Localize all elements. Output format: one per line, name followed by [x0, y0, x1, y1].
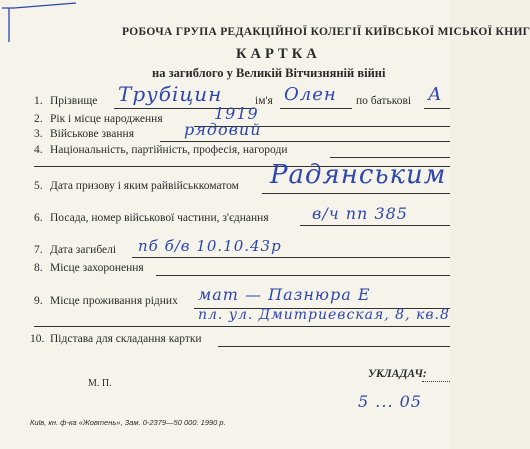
organization-header: РОБОЧА ГРУПА РЕДАКЦІЙНОЇ КОЛЕГІЇ КИЇВСЬКОЇ МІСЬКОЇ КНИГ [122, 26, 530, 38]
compilation-date: 5 ... 05 [358, 392, 422, 411]
field-2-label: Рік і місце народження [50, 113, 163, 125]
field-10-underline [218, 346, 450, 347]
field-3-underline [160, 141, 450, 142]
field-6-underline [300, 225, 450, 226]
field-1-number: 1. [34, 95, 43, 107]
field-7-underline [132, 257, 450, 258]
field-2-number: 2. [34, 113, 43, 125]
field-10-number: 10. [30, 333, 45, 345]
field-1-name-underline [280, 108, 352, 109]
card-subtitle: на загиблого у Великій Вітчизняній війні [152, 66, 386, 80]
field-8-number: 8. [34, 262, 43, 274]
field-1-label: Прізвище [50, 95, 98, 107]
field-7-value: пб б/в 10.10.43р [138, 237, 282, 255]
field-4-label: Національність, партійність, професія, нагороди [50, 144, 288, 156]
field-7-label: Дата загибелі [50, 244, 117, 256]
field-1-surname-value: Трубіцин [118, 82, 223, 106]
field-5-number: 5. [34, 180, 43, 192]
stamp-label: М. П. [88, 378, 112, 389]
field-6-value: в/ч пп 385 [312, 204, 408, 223]
field-5-label: Дата призову і яким райвійськкоматом [50, 180, 239, 192]
field-4-underline [330, 157, 450, 158]
field-10-label: Підстава для складання картки [50, 333, 202, 345]
field-9-label: Місце проживання рідних [50, 295, 178, 307]
field-3-label: Військове звання [50, 128, 134, 140]
field-1-patronymic-underline [424, 108, 450, 109]
field-9-number: 9. [34, 295, 43, 307]
field-6-label: Посада, номер військової частини, з'єднання [50, 212, 269, 224]
field-7-number: 7. [34, 244, 43, 256]
field-8-label: Місце захоронення [50, 262, 144, 274]
field-8-underline [156, 275, 450, 276]
field-5-underline [262, 193, 450, 194]
field-3-number: 3. [34, 128, 43, 140]
field-1-name-value: Олен [284, 84, 337, 105]
field-9-value: мат — Пазнюра Е [198, 285, 371, 304]
field-6-number: 6. [34, 212, 43, 224]
compiler-label: УКЛАДАЧ: [368, 368, 427, 380]
field-1-name-label: ім'я [255, 95, 273, 107]
field-2-value: 1919 [214, 104, 259, 123]
field-5-value: Радянським [270, 160, 447, 190]
card-title: КАРТКА [236, 46, 321, 62]
field-4-number: 4. [34, 144, 43, 156]
field-1-patronymic-label: по батькові [356, 95, 412, 107]
field-9-extra-line [34, 326, 450, 327]
print-info: Київ, кн. ф-ка «Жовтень», Зам. 0-2379—50 000. 1990 р. [30, 418, 226, 427]
compiler-underline [422, 381, 450, 382]
field-3-value: рядовий [184, 120, 262, 139]
field-1-patronymic-value: А [428, 84, 443, 105]
field-9-value-line-2: пл. ул. Дмитриевская, 8, кв.8 [198, 307, 450, 323]
